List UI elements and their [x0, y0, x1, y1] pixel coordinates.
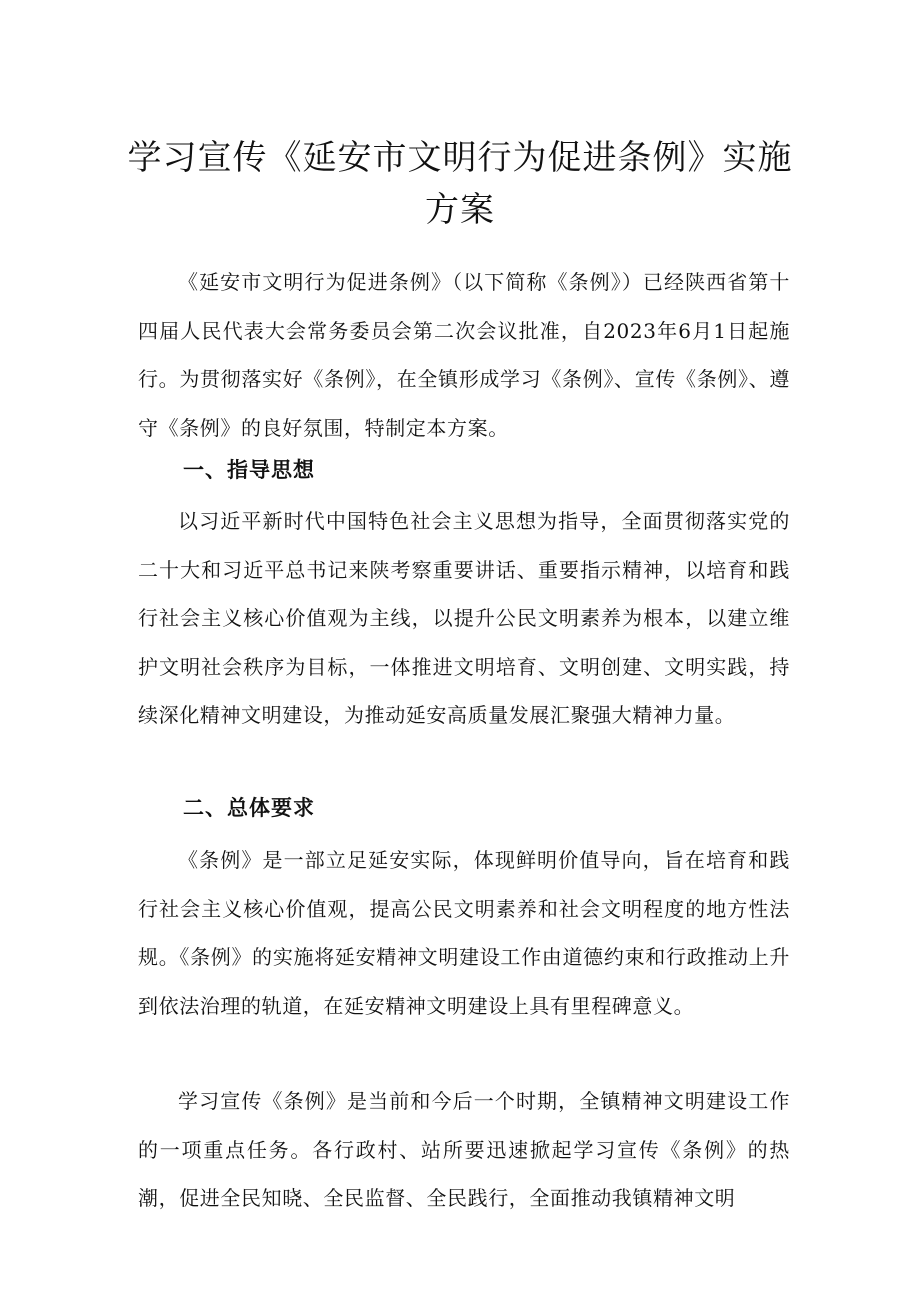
document-title: 学习宣传《延安市文明行为促进条例》实施方案	[127, 138, 793, 230]
intro-paragraph: 《延安市文明行为促进条例》（以下简称《条例》）已经陕西省第十四届人民代表大会常务委员会第二次会议批准，自2023年6月1日起施行。为贯彻落实好《条例》，在全镇形成学习《条例》、宣传《条例》、遵守《条例》的良好氛围，特制定本方案。	[138, 270, 790, 440]
section-heading-guiding-ideology: 一、指导思想	[183, 458, 315, 482]
section-paragraph: 以习近平新时代中国特色社会主义思想为指导，全面贯彻落实党的二十大和习近平总书记来陕考察重要讲话、重要指示精神，以培育和践行社会主义核心价值观为主线，以提升公民文明素养为根本，以建立维护文明社会秩序为目标，一体推进文明培育、文明创建、文明实践，持续深化精神文明建设，为推动延安高质量发展汇聚强大精神力量。	[138, 509, 790, 727]
section-heading-general-requirements: 二、总体要求	[183, 796, 315, 820]
section-paragraph: 学习宣传《条例》是当前和今后一个时期，全镇精神文明建设工作的一项重点任务。各行政村、站所要迅速掀起学习宣传《条例》的热潮，促进全民知晓、全民监督、全民践行，全面推动我镇精神文明	[138, 1089, 790, 1210]
section-paragraph: 《条例》是一部立足延安实际，体现鲜明价值导向，旨在培育和践行社会主义核心价值观，提高公民文明素养和社会文明程度的地方性法规。《条例》的实施将延安精神文明建设工作由道德约束和行政推动上升到依法治理的轨道，在延安精神文明建设上具有里程碑意义。	[138, 848, 790, 1018]
